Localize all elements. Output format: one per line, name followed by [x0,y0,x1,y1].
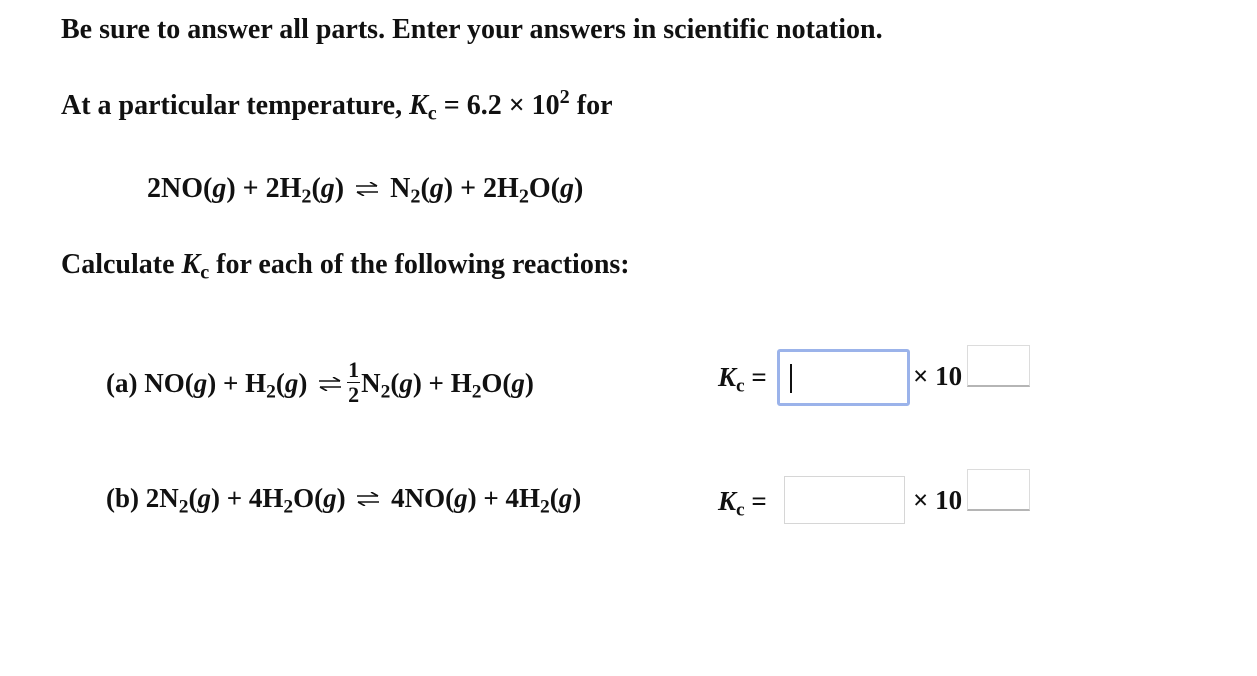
instructions-text: Be sure to answer all parts. Enter your answers in scientific notation. [61,14,883,45]
part-a-reaction [106,359,534,406]
part-a-kc-coefficient-input[interactable] [777,349,910,406]
subscript: 2 [539,496,550,518]
reaction-text: ) [572,483,582,513]
kc-symbol: K [409,90,428,121]
phase-label: g [429,173,444,204]
fraction-denominator: 2 [348,382,360,407]
reaction-text: ) + H [207,368,267,399]
phase-label: g [558,483,573,513]
kc-symbol: K [718,362,737,392]
calculate-prefix: Calculate [61,249,182,280]
reaction-text: 2NO( [147,173,213,204]
main-reaction [147,173,584,208]
kc-symbol: K [718,486,737,516]
phase-label: g [323,483,337,513]
reaction-text: ) + H [412,368,472,399]
part-b-kc-label [718,486,767,521]
subscript: 2 [410,185,421,208]
reaction-text: ( [311,173,321,204]
part-b-exponent-input[interactable] [967,469,1030,511]
reaction-text: ) [334,173,352,204]
subscript: 2 [283,496,294,518]
intro-prefix: At a particular temperature, [61,90,410,121]
reaction-text: O( [293,483,324,513]
intro-suffix: for [569,90,613,121]
reaction-text: (b) 2N [106,483,179,513]
reaction-text: 4NO( [384,483,455,513]
phase-label: g [560,173,575,204]
subscript: 2 [266,381,276,403]
phase-label: g [320,173,335,204]
reaction-text: ( [188,483,198,513]
equilibrium-arrow-icon [355,182,379,196]
subscript: 2 [471,381,482,403]
subscript: 2 [178,496,189,518]
equals-sign: = [744,486,767,516]
subscript: 2 [380,381,391,403]
reaction-text: ( [549,483,559,513]
reaction-text: ) + 2H [226,173,302,204]
intro-line [61,85,613,125]
kc-subscript: c [736,375,745,397]
equals-sign: = [744,362,767,392]
intro-exponent: 2 [559,85,570,108]
part-b-kc-coefficient-input[interactable] [784,476,905,524]
reaction-text: (a) NO( [106,368,194,399]
reaction-text: O( [481,368,512,399]
reaction-text: ) + 2H [443,173,519,204]
calculate-suffix: for each of the following reactions: [209,249,630,280]
reaction-text: N [383,173,411,204]
fraction-one-half [347,359,360,406]
kc-subscript: c [427,102,437,125]
text-cursor [790,364,792,393]
phase-label: g [197,483,211,513]
part-a-exponent-input[interactable] [967,345,1030,387]
reaction-text: ) [574,173,584,204]
calculate-prompt [61,249,630,284]
reaction-text: ) [524,368,534,399]
subscript: 2 [301,185,312,208]
equilibrium-arrow-icon [356,492,380,506]
fraction-numerator: 1 [348,357,360,382]
reaction-text: N [361,368,381,399]
reaction-text: ( [390,368,400,399]
reaction-text: ) + 4H [210,483,284,513]
intro-value: = 6.2 × 10 [436,90,560,121]
part-a-kc-label [718,362,767,397]
equilibrium-arrow-icon [318,377,342,391]
reaction-text: ) + 4H [467,483,540,513]
reaction-text: ( [420,173,430,204]
kc-symbol: K [181,249,201,280]
reaction-text: ) [336,483,353,513]
phase-label: g [511,368,525,399]
phase-label: g [454,483,468,513]
phase-label: g [193,368,208,399]
part-b-times-ten: × 10 [913,485,963,515]
phase-label: g [212,173,227,204]
part-b-reaction [106,483,582,518]
reaction-text: ( [275,368,285,399]
subscript: 2 [518,185,529,208]
phase-label: g [284,368,299,399]
kc-subscript: c [736,499,745,521]
part-a-times-ten: × 10 [913,361,963,391]
reaction-text: O( [528,173,561,204]
kc-subscript: c [200,261,210,284]
phase-label: g [399,368,413,399]
reaction-text: ) [298,368,315,399]
